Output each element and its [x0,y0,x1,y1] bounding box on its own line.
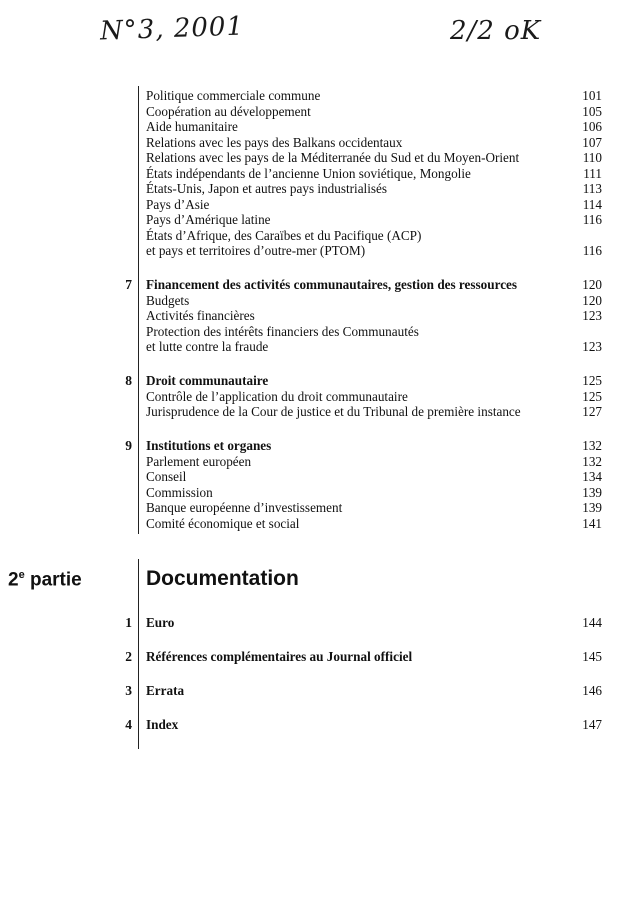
entry-page: 113 [582,181,602,196]
chapter-number: 1 [125,615,132,630]
chapter-heading [146,717,602,732]
entry-page: 134 [582,469,602,484]
chapter-title: Index [146,717,179,732]
toc-entry [146,339,602,354]
chapter-heading [146,277,602,292]
chapter-page: 144 [582,615,602,630]
toc-entry [146,469,602,484]
entry-title: Comité économique et social [146,515,300,531]
toc-entry [146,88,602,103]
chapter-title: Droit communautaire [146,373,269,388]
part-title: Documentation [146,567,299,590]
entry-page: 125 [582,388,602,404]
toc-entry [146,324,602,339]
entry-title: Jurisprudence de la Cour de justice et du Tribunal de première instance [146,404,521,419]
chapter-number: 4 [125,717,132,732]
entry-title: États indépendants de l’ancienne Union soviétique, Mongolie [146,165,471,181]
toc-entry [146,516,602,531]
toc-entry [146,197,602,212]
entry-page: 141 [582,515,602,531]
chapter-page: 145 [582,649,602,664]
entry-title: Activités financières [146,308,255,323]
entry-page: 111 [583,165,602,181]
entry-page: 101 [582,88,602,103]
chapter-page: 120 [582,277,602,292]
toc-entry [146,500,602,515]
toc-entry [146,228,602,243]
part-label [8,569,82,591]
toc-entry [146,454,602,469]
entry-title: Coopération au développement [146,103,311,119]
vertical-rule-part2 [138,559,139,749]
entry-page: 116 [582,243,602,258]
chapter-number: 7 [125,277,132,292]
toc-entry [146,389,602,404]
toc-entry [146,135,602,150]
chapter-number: 8 [125,373,132,388]
entry-title: Parlement européen [146,453,252,469]
entry-title: Pays d’Asie [146,196,210,212]
chapter-number: 9 [125,438,132,453]
toc-entry [146,485,602,500]
toc-entry [146,166,602,181]
vertical-rule-part1 [138,86,139,534]
toc-entry [146,104,602,119]
entry-title: Relations avec les pays de la Méditerranée du Sud et du Moyen-Orient [146,150,520,165]
entry-page: 123 [582,308,602,323]
entry-page: 132 [582,453,602,469]
toc-entry [146,212,602,227]
toc-entry [146,308,602,323]
entry-title: Banque européenne d’investissement [146,500,343,515]
entry-page: 106 [582,119,602,134]
chapter-page: 125 [582,373,602,388]
toc-entry [146,181,602,196]
toc-entry [146,243,602,258]
part-word: partie [29,569,82,591]
toc-entry [146,119,602,134]
chapter-heading [146,683,602,698]
entry-page: 127 [582,404,602,419]
entry-page: 114 [582,196,602,212]
handwritten-annotation-left: N°3, 2001 [99,11,245,47]
entry-page: 139 [582,500,602,515]
entry-page: 123 [582,339,602,354]
chapter-title: Références complémentaires au Journal officiel [146,649,413,664]
chapter-heading [146,649,602,664]
chapter-heading [146,373,602,388]
chapter-number: 2 [125,649,132,664]
toc-entry [146,404,602,419]
entry-page: 139 [582,484,602,500]
entry-title: Commission [146,484,213,500]
entry-page: 105 [582,103,602,119]
chapter-heading [146,438,602,453]
chapter-title: Institutions et organes [146,438,272,453]
entry-title: Aide humanitaire [146,119,238,134]
entry-title: Contrôle de l’application du droit communautaire [146,388,408,404]
chapter-title: Euro [146,615,175,630]
entry-page: 120 [582,292,602,308]
chapter-page: 146 [582,683,602,698]
entry-title: Protection des intérêts financiers des Communautés [146,323,419,339]
chapter-page: 147 [582,717,602,732]
chapter-title: Errata [146,683,185,698]
chapter-title: Financement des activités communautaires, gestion des ressources [146,277,518,292]
entry-title: et pays et territoires d’outre-mer (PTOM) [146,243,366,258]
entry-title: États-Unis, Japon et autres pays industrialisés [146,181,387,196]
chapter-page: 132 [582,438,602,453]
handwritten-annotation-right: 2/2 oK [450,16,542,46]
toc-entry [146,293,602,308]
part-superscript: e [18,569,25,581]
part-number: 2 [8,569,19,591]
toc-entry [146,150,602,165]
entry-title: Relations avec les pays des Balkans occidentaux [146,134,403,150]
entry-page: 107 [582,134,602,150]
chapter-number: 3 [125,683,132,698]
entry-title: Budgets [146,292,190,308]
entry-page: 116 [582,212,602,227]
entry-title: États d’Afrique, des Caraïbes et du Pacifique (ACP) [146,227,422,243]
entry-title: Conseil [146,469,187,484]
entry-page: 110 [582,150,602,165]
entry-title: et lutte contre la fraude [146,339,269,354]
entry-title: Pays d’Amérique latine [146,212,271,227]
entry-title: Politique commerciale commune [146,88,321,103]
chapter-heading [146,615,602,630]
